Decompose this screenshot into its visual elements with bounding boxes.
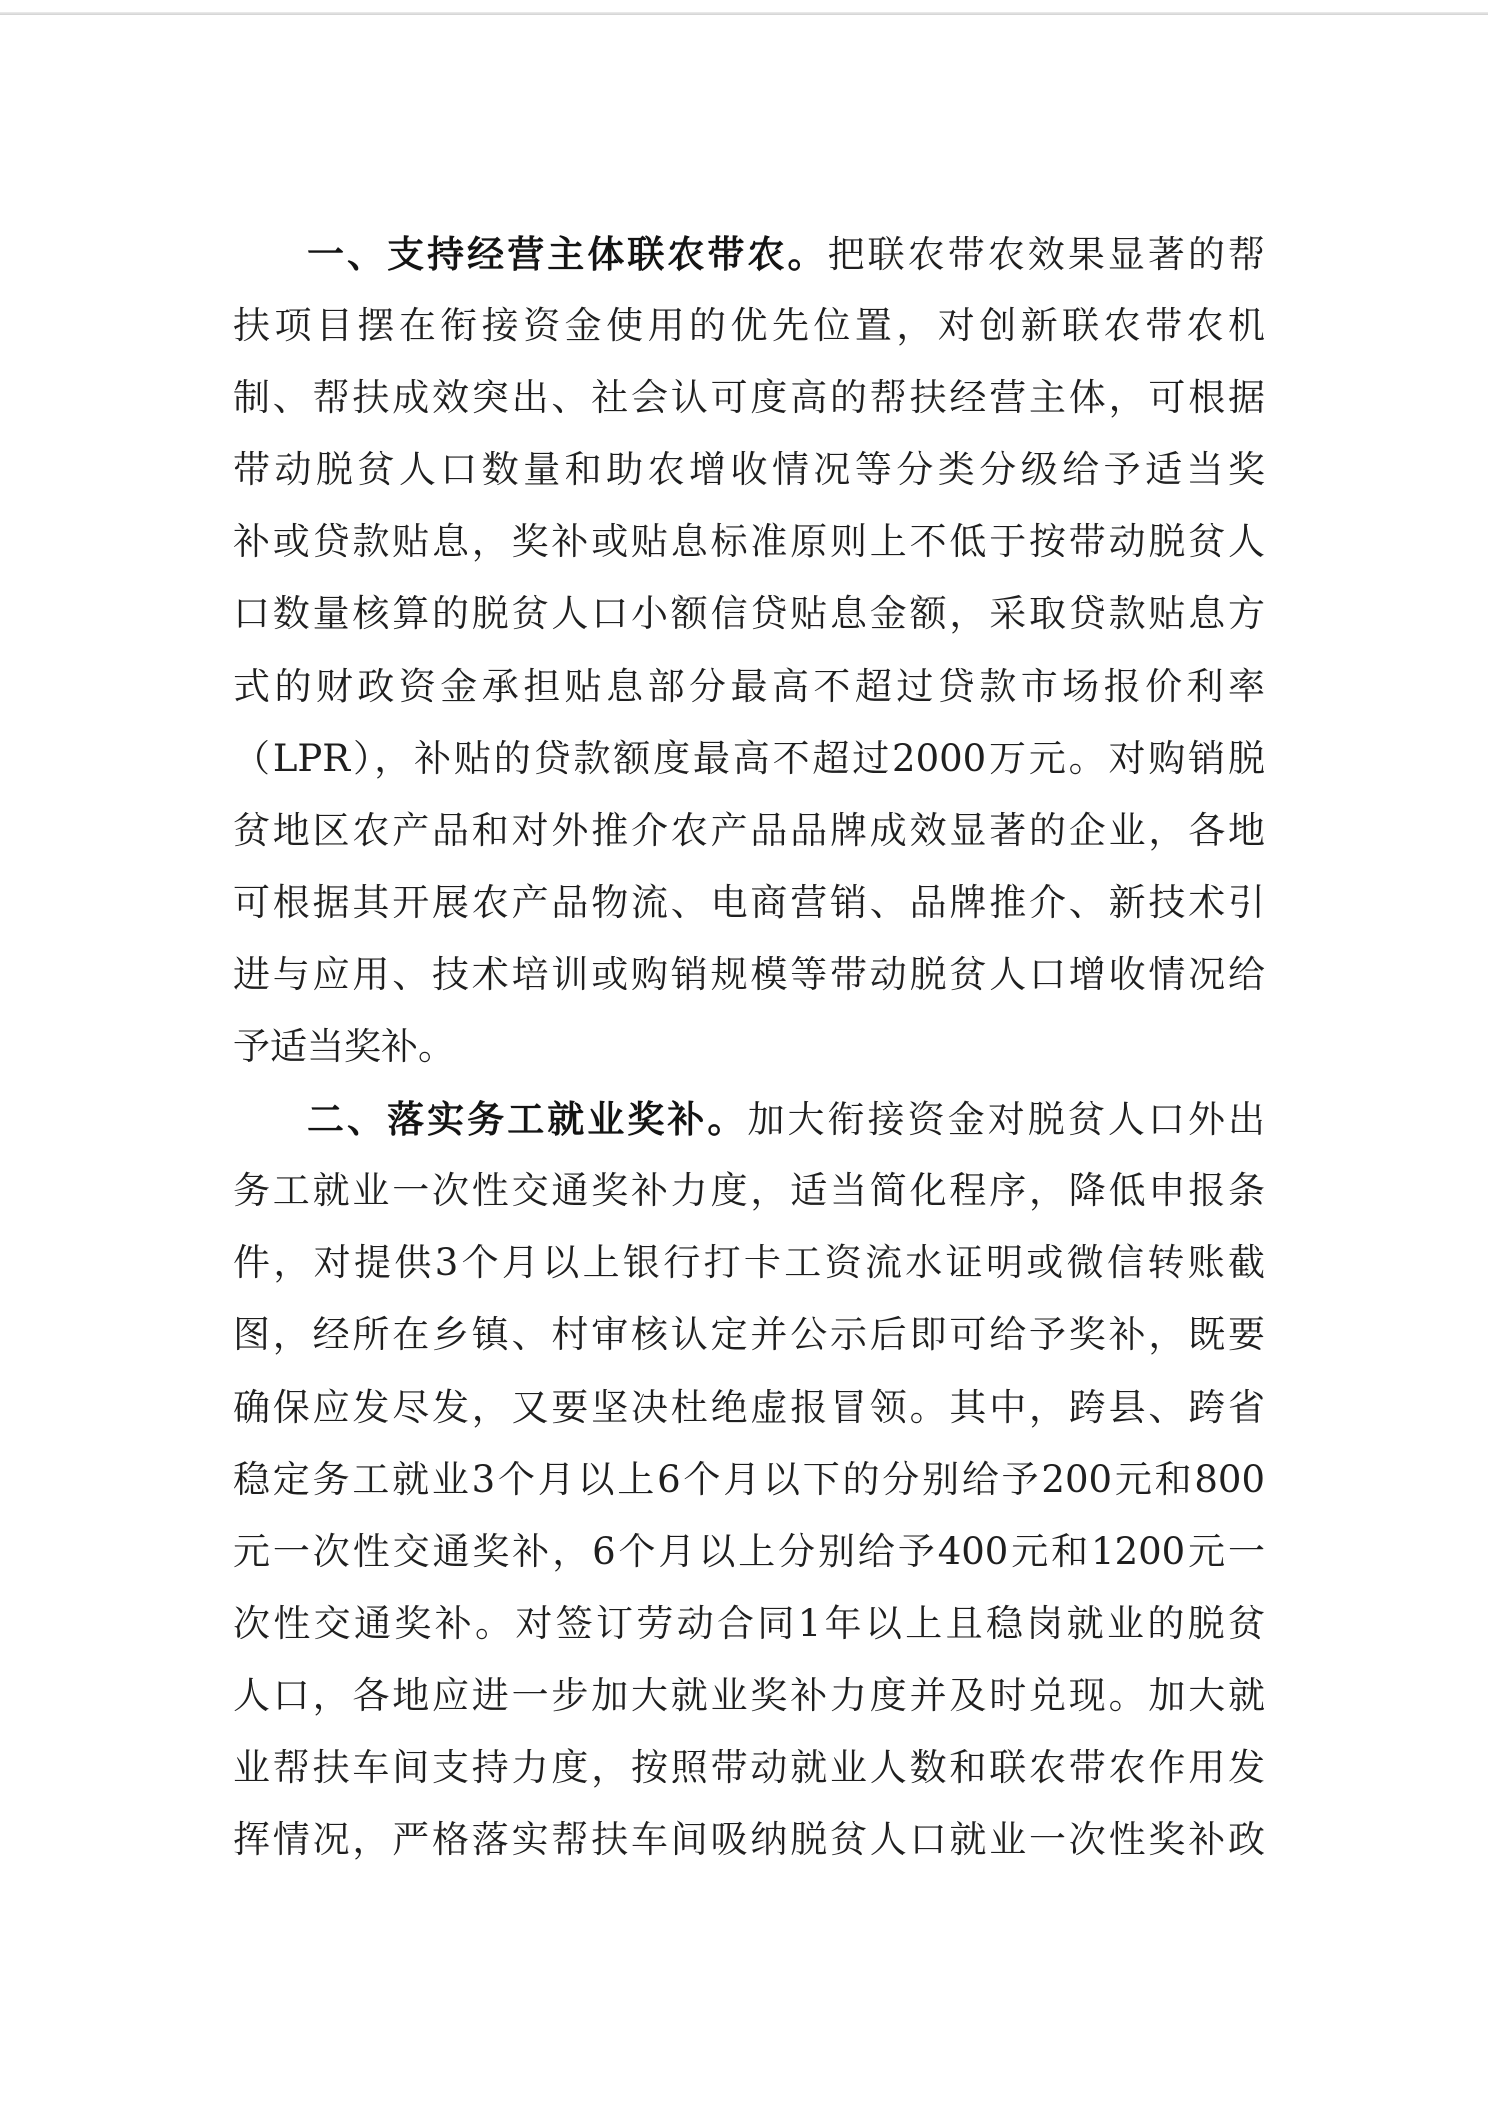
- text-line: （LPR），补贴的贷款额度最高不超过2000万元。对购销脱: [233, 736, 1265, 780]
- text-line: 业帮扶车间支持力度，按照带动就业人数和联农带农作用发: [233, 1745, 1265, 1789]
- text-line: 稳定务工就业3个月以上6个月以下的分别给予200元和800: [233, 1457, 1265, 1501]
- text-line: 务工就业一次性交通奖补力度，适当简化程序，降低申报条: [233, 1169, 1265, 1213]
- section-heading: 一、支持经营主体联农带农。: [307, 232, 828, 276]
- text-line: 进与应用、技术培训或购销规模等带动脱贫人口增收情况给: [233, 952, 1265, 996]
- text-line: 图，经所在乡镇、村审核认定并公示后即可给予奖补，既要: [233, 1313, 1265, 1357]
- scan-edge-line: [0, 12, 1488, 15]
- text-line: 人口，各地应进一步加大就业奖补力度并及时兑现。加大就: [233, 1673, 1265, 1717]
- text-run: 加大衔接资金对脱贫人口外出: [747, 1098, 1266, 1142]
- paragraph-2: [233, 1083, 1265, 1876]
- text-line: 可根据其开展农产品物流、电商营销、品牌推介、新技术引: [233, 880, 1265, 924]
- document-body: [233, 218, 1265, 1876]
- text-line: 元一次性交通奖补，6个月以上分别给予400元和1200元一: [233, 1529, 1265, 1573]
- text-line: 贫地区农产品和对外推介农产品品牌成效显著的企业，各地: [233, 808, 1265, 852]
- text-run: 把联农带农效果显著的帮: [827, 233, 1266, 276]
- text-line: 次性交通奖补。对签订劳动合同1年以上且稳岗就业的脱贫: [233, 1601, 1265, 1645]
- text-line: 口数量核算的脱贫人口小额信贷贴息金额，采取贷款贴息方: [233, 592, 1265, 636]
- paragraph-1: [233, 218, 1265, 1083]
- text-line: 制、帮扶成效突出、社会认可度高的帮扶经营主体，可根据: [233, 376, 1265, 420]
- text-line: [233, 218, 1265, 290]
- text-line: 予适当奖补。: [233, 1025, 455, 1069]
- text-line: 挥情况，严格落实帮扶车间吸纳脱贫人口就业一次性奖补政: [233, 1818, 1265, 1862]
- text-line: 式的财政资金承担贴息部分最高不超过贷款市场报价利率: [233, 664, 1265, 708]
- text-line: 带动脱贫人口数量和助农增收情况等分类分级给予适当奖: [233, 448, 1265, 492]
- section-heading: 二、落实务工就业奖补。: [307, 1097, 748, 1142]
- text-line: 确保应发尽发，又要坚决杜绝虚报冒领。其中，跨县、跨省: [233, 1385, 1265, 1429]
- text-line: 补或贷款贴息，奖补或贴息标准原则上不低于按带动脱贫人: [233, 520, 1265, 564]
- text-line: 扶项目摆在衔接资金使用的优先位置，对创新联农带农机: [233, 304, 1265, 348]
- text-line: [233, 1083, 1265, 1155]
- text-line: 件，对提供3个月以上银行打卡工资流水证明或微信转账截: [233, 1241, 1265, 1285]
